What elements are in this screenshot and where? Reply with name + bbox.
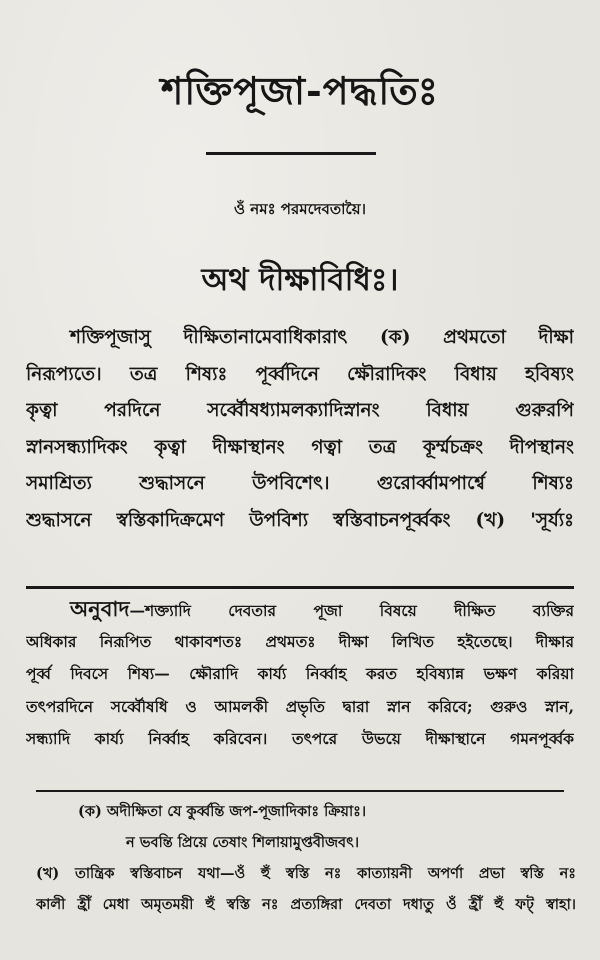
sanskrit-line: নিরূপ্যতে। তত্র শিষ্যঃ পূর্ব্বদিনে ক্ষৌরাদিকং বিধায় হবিষ্যং	[26, 363, 574, 385]
footnote-line: (ক) অদীক্ষিতা যে কুর্ব্বন্তি জপ-পূজাদিকাঃ ক্রিয়াঃ।	[78, 803, 367, 820]
sanskrit-line: স্নানসন্ধ্যাদিকং কৃত্বা দীক্ষাস্থানং গত্বা তত্র কূর্ম্মচক্রং দীপস্থানং	[26, 436, 574, 458]
sanskrit-line: সমাশ্রিত্য শুদ্ধাসনে উপবিশেৎ। গুরোর্ব্বামপার্শ্বে শিষ্যঃ	[26, 473, 574, 494]
sanskrit-line: কৃত্বা পরদিনে সর্ব্বৌষধ্যামলক্যাদিস্নানং বিধায় গুরুরপি	[26, 400, 574, 421]
translation-label: অনুবাদ	[70, 596, 130, 621]
translation-first-line-text: —শক্ত্যাদি দেবতার পূজা বিষয়ে দীক্ষিত ব্যক্তির	[129, 601, 574, 620]
translation-line: পূর্ব্ব দিবসে শিষ্য— ক্ষৌরাদি কার্য্য নির্ব্বাহ করত হবিষ্যান্ন ভক্ষণ করিয়া	[26, 664, 574, 683]
sanskrit-line: শুদ্ধাসনে স্বস্তিকাদিক্রমেণ উপবিশ্য স্বস্তিবাচনপূর্ব্বকং (খ) 'সূর্য্যঃ	[26, 509, 574, 531]
invocation-line: ওঁ নমঃ পরমদেবতায়ৈ।	[234, 200, 366, 218]
title-underline-rule	[206, 152, 376, 155]
footnotes-block	[36, 796, 576, 920]
footnote-line: ন ভবন্তি প্রিয়ে তেষাং শিলায়ামুপ্তবীজবৎ।	[126, 834, 360, 851]
footnote-line: কালী হ্রীঁ মেধা অমৃতময়ী হুঁ স্বস্তি নঃ প্রত্যঙ্গিরা দেবতা দধাতু ওঁ হ্রীঁ হুঁ ফট্ স্বাহা।	[36, 896, 576, 913]
section-heading: অথ দীক্ষাবিধিঃ।	[201, 262, 399, 298]
translation-line: অধিকার নিরূপিত থাকাবশতঃ প্রথমতঃ দীক্ষা লিখিত হইতেছে। দীক্ষার	[26, 631, 574, 651]
footnote-divider	[36, 790, 564, 792]
page-title: শক্তিপূজা-পদ্ধতিঃ	[160, 68, 440, 113]
footnote-line: (খ) তান্ত্রিক স্বস্তিবাচন যথা—ওঁ হুঁ স্বস্তি নঃ কাত্যায়নী অপর্ণা প্রভা স্বস্তি নঃ	[36, 865, 576, 882]
translation-line: সন্ধ্যাদি কার্য্য নির্ব্বাহ করিবেন। তৎপরে উভয়ে দীক্ষাস্থানে গমনপূর্ব্বক	[26, 729, 574, 748]
sanskrit-line: শক্তিপূজাসু দীক্ষিতানামেবাধিকারাৎ (ক) প্রথমতো দীক্ষা	[70, 327, 574, 348]
translation-line	[26, 593, 574, 626]
translation-block	[26, 593, 574, 756]
section-divider	[26, 586, 574, 589]
sanskrit-text-block	[26, 320, 574, 539]
translation-line: তৎপরদিনে সর্ব্বৌষধি ও আমলকী প্রভৃতি দ্বারা স্নান করিবে; গুরুও স্নান,	[26, 696, 574, 716]
